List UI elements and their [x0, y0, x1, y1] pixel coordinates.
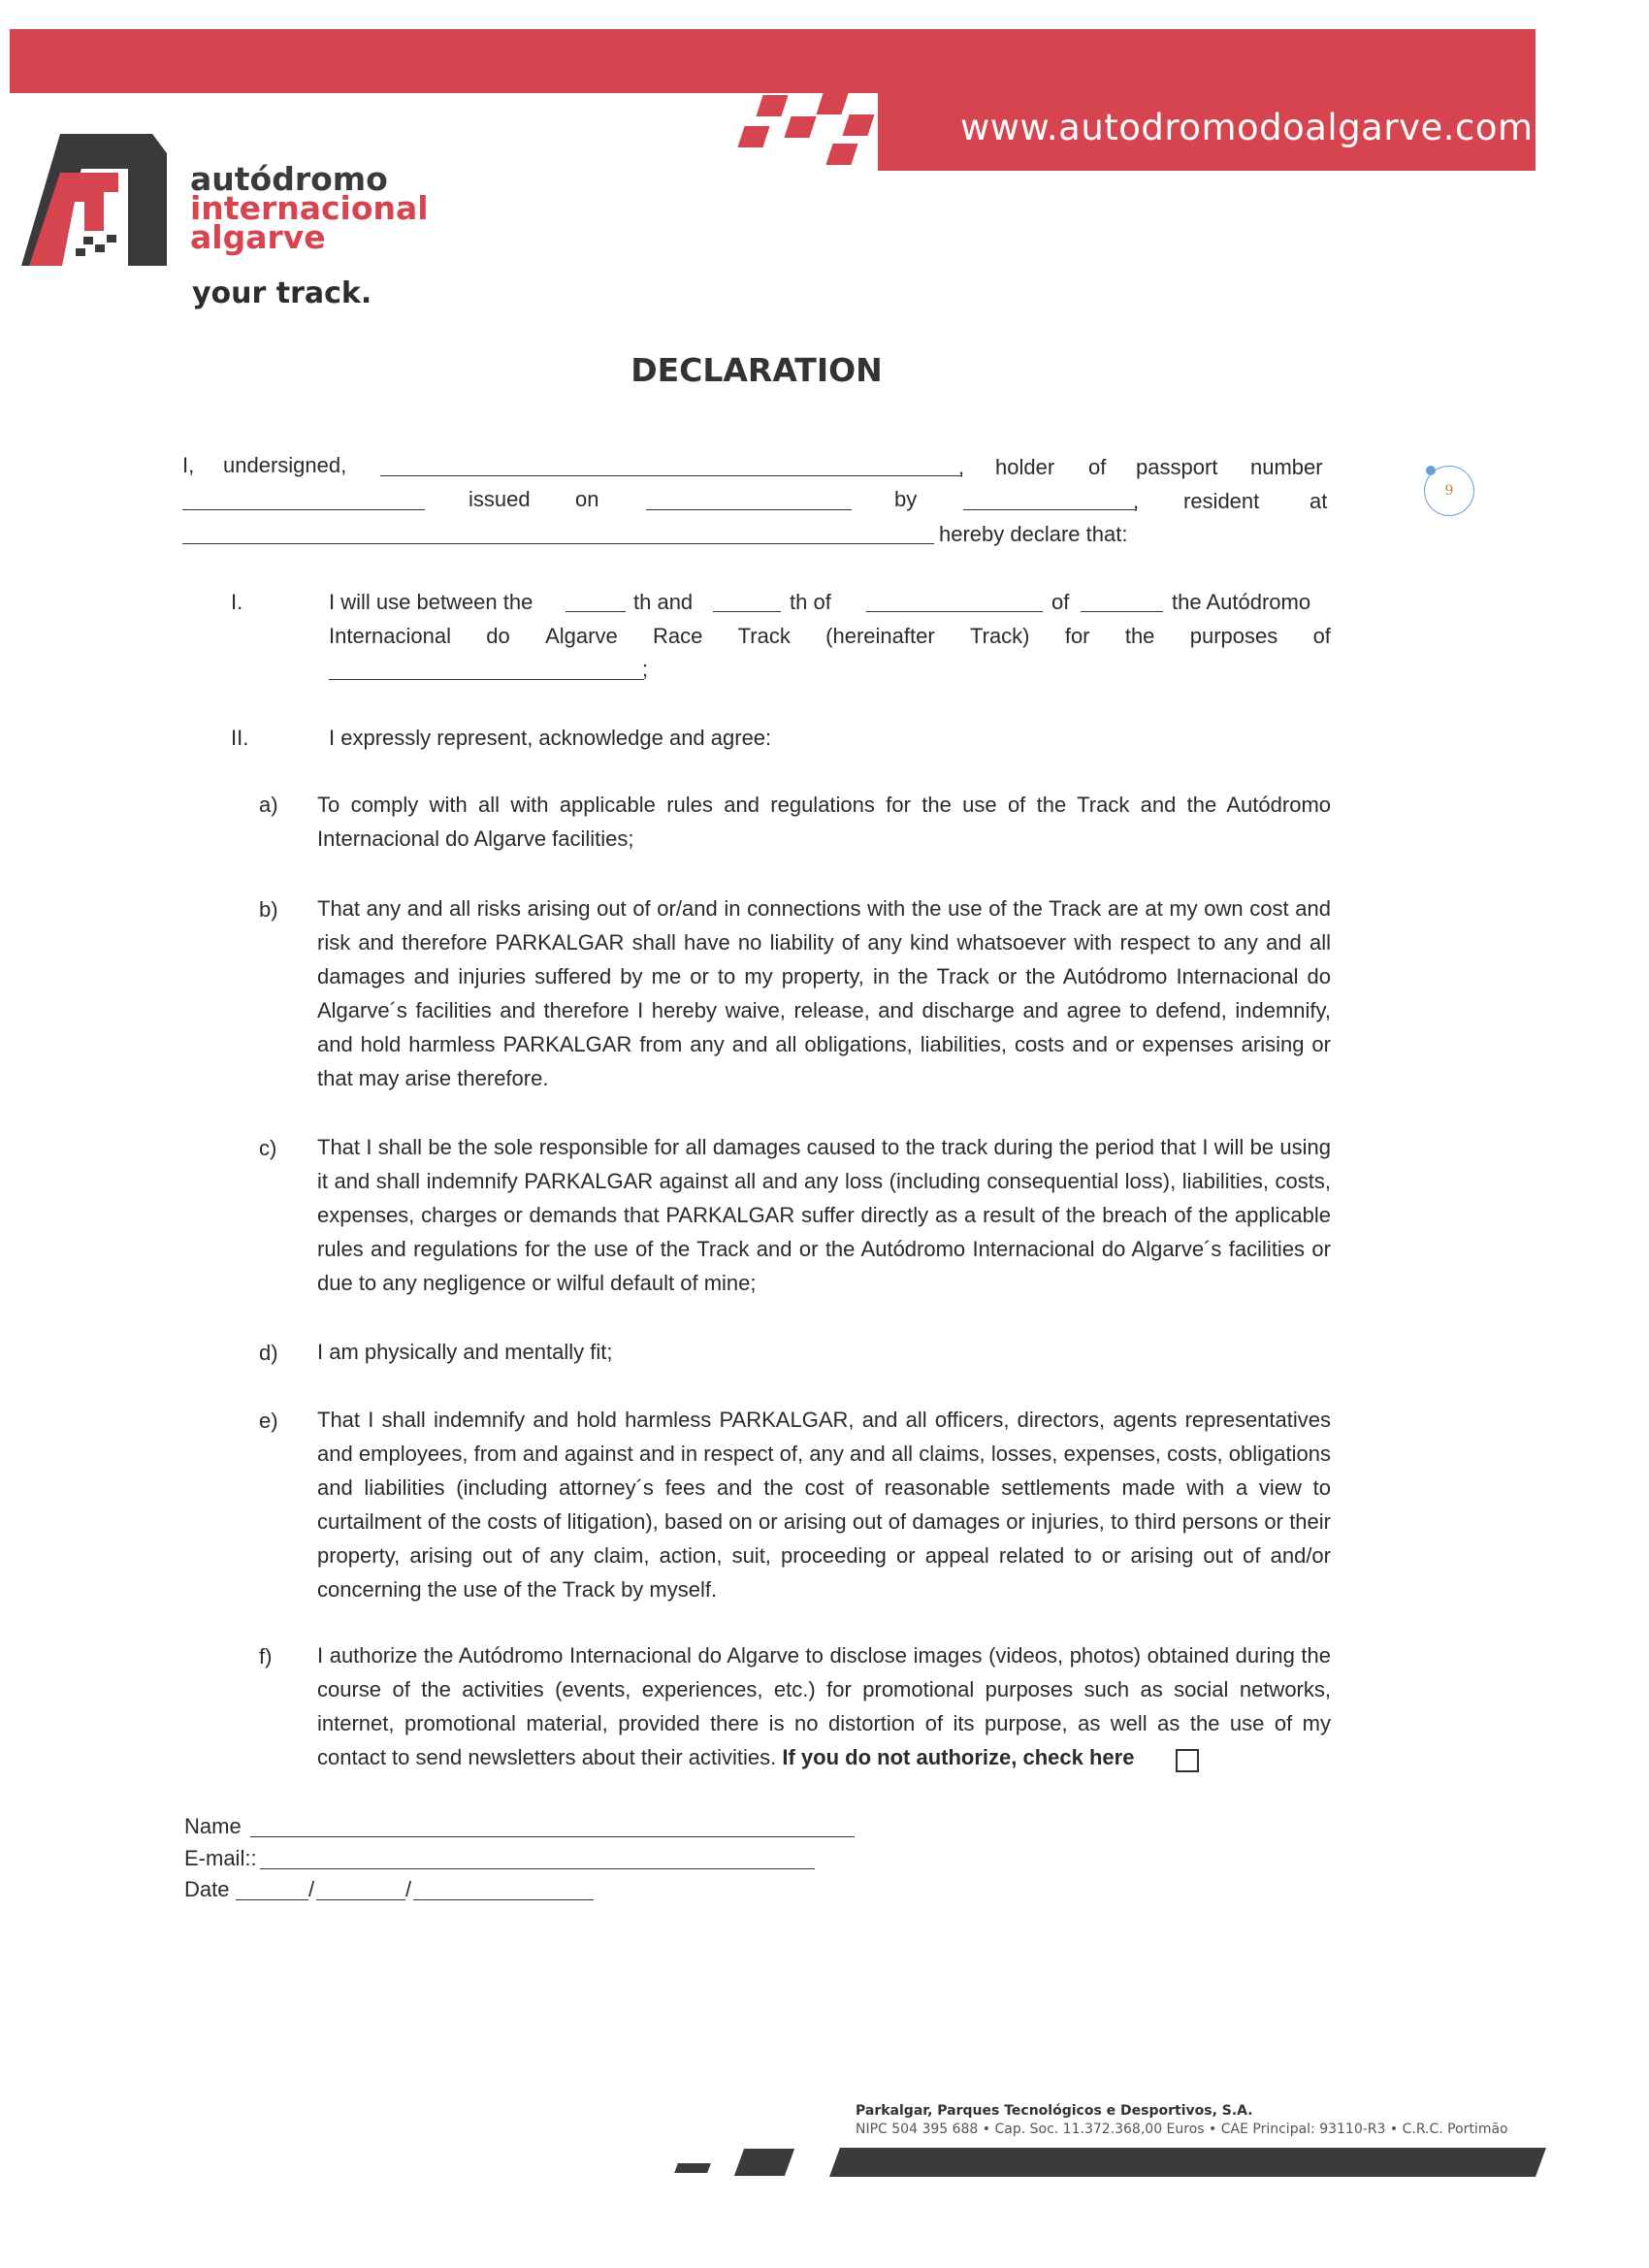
intro-word: number — [1250, 455, 1323, 479]
website-url[interactable]: www.autodromodoalgarve.com — [960, 107, 1534, 148]
logo-line-autodromo: autódromo — [190, 160, 388, 198]
name-field[interactable] — [250, 1836, 855, 1837]
clause-text: That I shall indemnify and hold harmless PARKALGAR, and all officers, directors, agents representatives and employees, from and against and in respect of, any and all claims, losses, expenses, costs, obligations and liabilities (including attorney´s fees and the cost of reasonable settlements made with a view to curtailment of the costs of litigation), based on or arising out of damages or injuries, to third persons or their property, arising out of any claim, action, suit, proceeding or appeal related to or arising out of and/or concerning the use of the Track by myself. — [317, 1408, 1331, 1602]
intro-word: holder — [995, 455, 1055, 479]
section-text: the Autódromo — [1172, 590, 1311, 614]
clause-letter: d) — [259, 1341, 278, 1365]
logo-line-internacional: internacional — [190, 189, 429, 227]
intro-word: resident — [1183, 489, 1260, 513]
section-i-line2 — [329, 624, 1331, 649]
clause-letter: f) — [259, 1644, 273, 1669]
intro-word: issued — [469, 487, 531, 511]
section-word: the — [1124, 624, 1155, 648]
clause-text: I am physically and mentally fit; — [317, 1340, 613, 1364]
clause-text: To comply with all with applicable rules and regulations for the use of the Track and the Autódromo Internacional do Algarve facilities; — [317, 793, 1331, 851]
clause-letter: c) — [259, 1136, 277, 1160]
section-word: of — [1312, 624, 1331, 648]
logo-wordmark — [190, 160, 429, 256]
section-word: Algarve — [545, 624, 618, 648]
issue-date-field[interactable] — [646, 509, 852, 510]
purpose-field[interactable] — [329, 679, 644, 680]
section-text: of — [1051, 590, 1070, 614]
footer-registry: NIPC 504 395 688 • Cap. Soc. 11.372.368,00 Euros • CAE Principal: 93110-R3 • C.R.C. Portimão — [856, 2122, 1508, 2137]
clause-text-body: I authorize the Autódromo Internacional do Algarve to disclose images (videos, photos) obtained during the course of the activities (events, experiences, etc.) for promotional purposes such as social networks, internet, promotional material, provided there is no distortion of its purpose, as well as the use of my contact to send newsletters about their activities. — [317, 1643, 1331, 1769]
newsletter-opt-out-checkbox[interactable] — [1176, 1749, 1199, 1772]
clause-text: That any and all risks arising out of or/and in connections with the use of the Track are at my own cost and risk and therefore PARKALGAR shall have no liability of any kind whatsoever with respect to any and all damages and injuries suffered by me or to my property, in the Track or the Autódromo Internacional do Algarve´s facilities and therefore I hereby waive, release, and discharge and agree to defend, indemnify, and hold harmless PARKALGAR from any and all obligations, liabilities, costs and or expenses arising or that may arise therefore. — [317, 896, 1331, 1090]
footer-bar-large — [829, 2148, 1546, 2177]
passport-number-field[interactable] — [182, 509, 425, 510]
clause-letter: e) — [259, 1409, 278, 1433]
section-text: I expressly represent, acknowledge and agree: — [329, 726, 772, 750]
clause-letter: b) — [259, 897, 278, 922]
section-numeral: I. — [231, 590, 243, 614]
section-word: do — [486, 624, 510, 648]
section-word: purposes — [1189, 624, 1278, 648]
footer-bar-medium — [734, 2149, 794, 2176]
intro-word: on — [575, 487, 599, 511]
page-number-stamp: 9 — [1424, 466, 1474, 516]
year-field[interactable] — [1081, 611, 1163, 612]
email-label: E-mail:: — [184, 1846, 257, 1870]
intro-word: , — [1133, 489, 1140, 513]
clause-text: That I shall be the sole responsible for all damages caused to the track during the period that I will be using it and shall indemnify PARKALGAR against all and any loss (including consequential loss), liabilities, costs, expenses, charges or demands that PARKALGAR suffer directly as a result of the breach of the applicable rules and regulations for the use of the Track and or the Autódromo Internacional do Algarve´s facilities or due to any negligence or wilful default of mine; — [317, 1135, 1331, 1295]
intro-word: hereby declare that: — [939, 522, 1128, 546]
section-word: for — [1064, 624, 1090, 648]
intro-word: undersigned, — [223, 453, 347, 477]
section-word: Track — [737, 624, 791, 648]
intro-word: of — [1088, 455, 1107, 479]
end-day-field[interactable] — [713, 611, 781, 612]
stamp-dot-icon — [1426, 466, 1436, 475]
tagline: your track. — [192, 276, 372, 310]
intro-word: by — [894, 487, 918, 511]
intro-word: at — [1310, 489, 1328, 513]
start-day-field[interactable] — [566, 611, 626, 612]
section-text: th and — [633, 590, 694, 614]
opt-out-label: If you do not authorize, check here — [782, 1745, 1135, 1769]
date-month-field[interactable] — [316, 1899, 405, 1900]
date-year-field[interactable] — [413, 1899, 594, 1900]
name-label: Name — [184, 1814, 242, 1838]
section-numeral: II. — [231, 726, 249, 750]
footer-company: Parkalgar, Parques Tecnológicos e Desportivos, S.A. — [856, 2103, 1253, 2119]
undersigned-name-field[interactable] — [380, 475, 962, 476]
section-text: ; — [642, 657, 649, 681]
intro-word: , — [958, 455, 965, 479]
section-word: Track) — [970, 624, 1030, 648]
footer-bar-small — [674, 2163, 711, 2173]
section-text: I will use between the — [329, 590, 534, 614]
date-label: Date — [184, 1877, 230, 1901]
email-field[interactable] — [260, 1868, 815, 1869]
logo-line-algarve: algarve — [190, 218, 326, 256]
intro-word: I, — [182, 453, 195, 477]
date-separator: / — [405, 1877, 412, 1901]
clause-letter: a) — [259, 793, 278, 817]
section-word: (hereinafter — [825, 624, 935, 648]
header-banner — [10, 29, 1536, 93]
month-field[interactable] — [866, 611, 1043, 612]
date-day-field[interactable] — [236, 1899, 308, 1900]
residence-address-field[interactable] — [182, 543, 934, 544]
intro-word: passport — [1136, 455, 1218, 479]
section-word: Race — [653, 624, 703, 648]
section-word: Internacional — [329, 624, 451, 648]
section-text: th of — [790, 590, 831, 614]
issued-by-field[interactable] — [963, 509, 1136, 510]
date-separator: / — [308, 1877, 315, 1901]
page-title: DECLARATION — [630, 351, 883, 389]
autodromo-logo-icon — [21, 134, 167, 266]
